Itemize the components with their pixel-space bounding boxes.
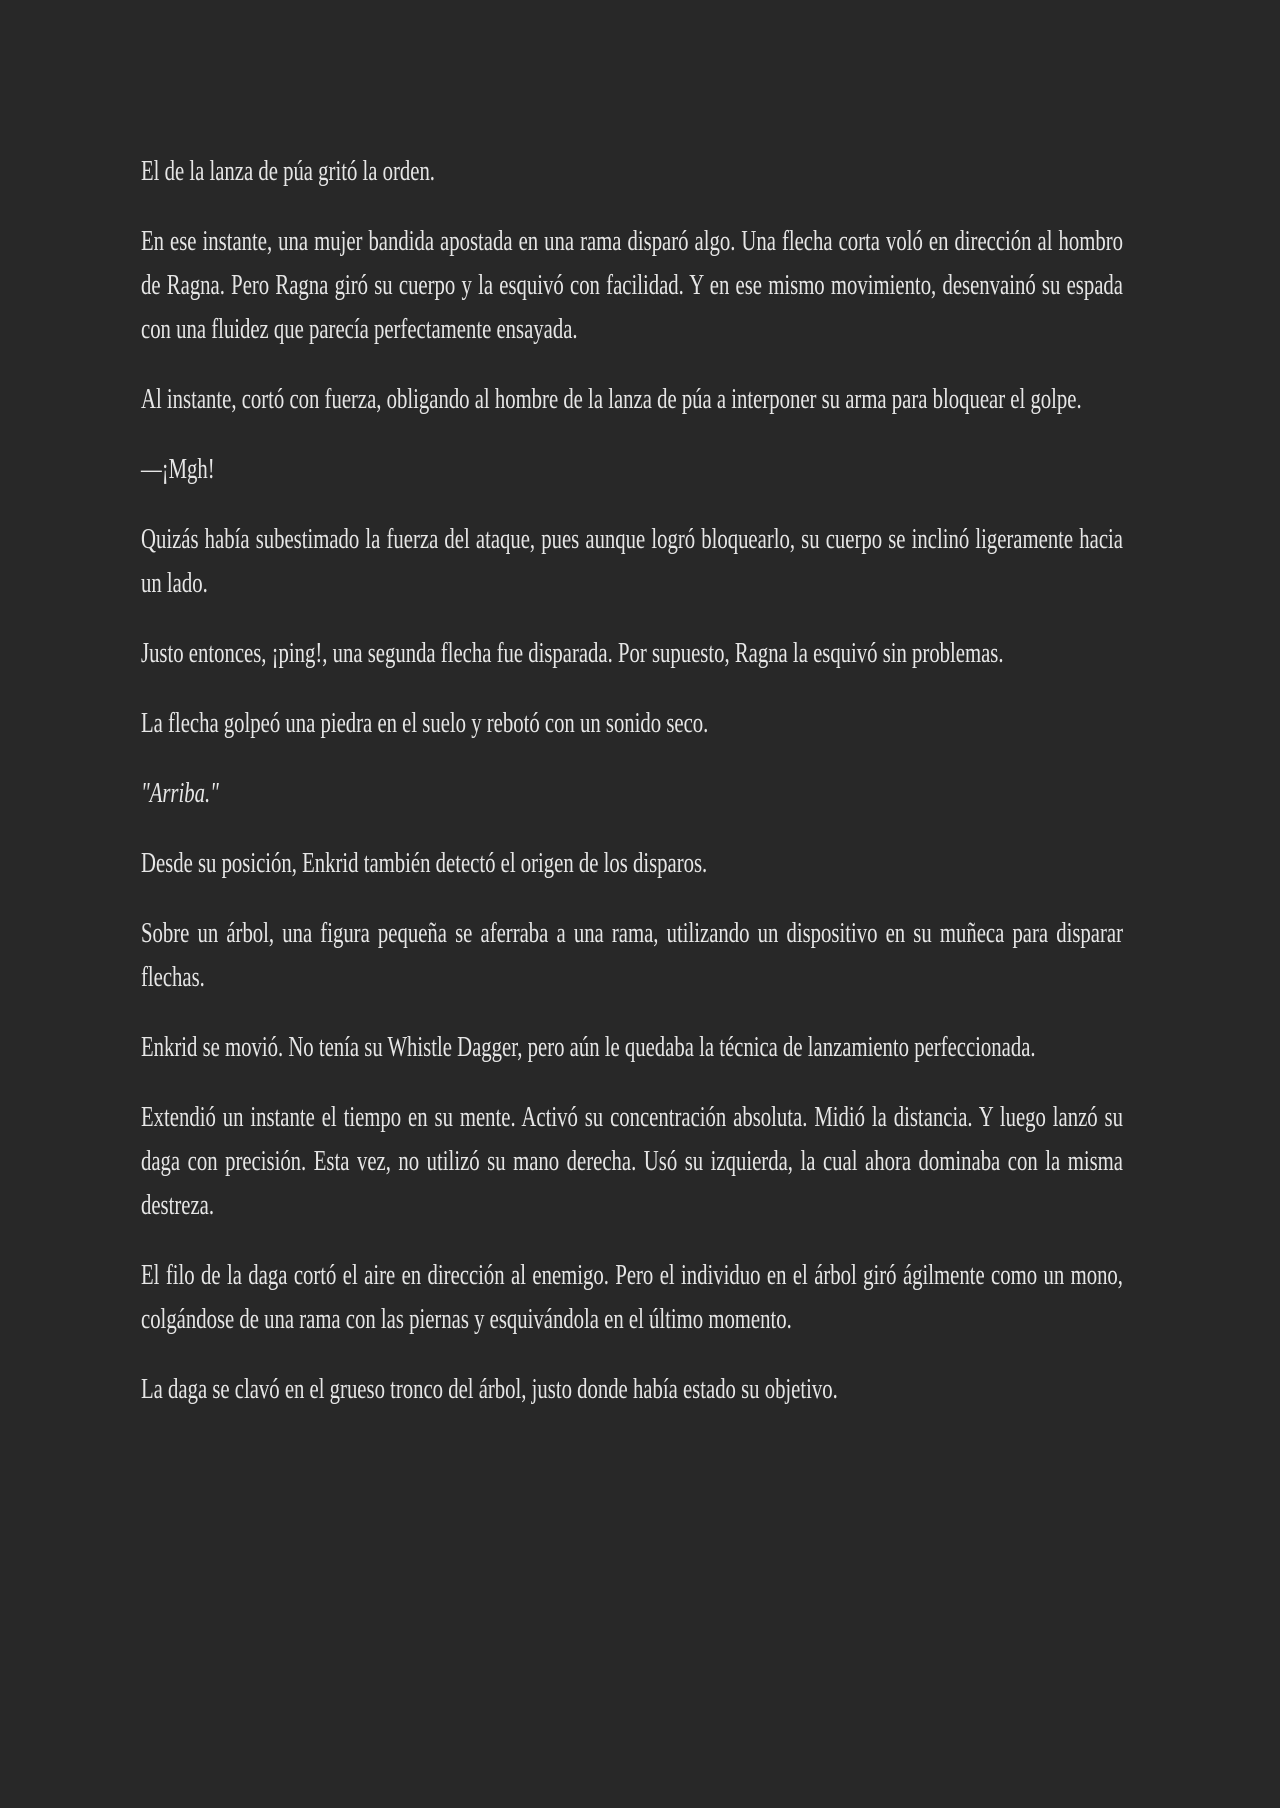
paragraph: Extendió un instante el tiempo en su mente. Activó su concentración absoluta. Midió la distancia. Y luego lanzó su daga con precisión. Esta vez, no utilizó su mano derecha. Usó su izquierda, la cual ahora dominaba con la misma destreza. xyxy=(141,1102,1123,1221)
paragraph: Desde su posición, Enkrid también detectó el origen de los disparos. xyxy=(141,848,708,879)
paragraph: Justo entonces, ¡ping!, una segunda flecha fue disparada. Por supuesto, Ragna la esquivó sin problemas. xyxy=(141,638,1004,669)
paragraph: En ese instante, una mujer bandida apostada en una rama disparó algo. Una flecha corta voló en dirección al hombro de Ragna. Pero Ragna giró su cuerpo y la esquivó con facilidad. Y en ese mismo movimiento, desenvainó su espada con una fluidez que parecía perfectamente ensayada. xyxy=(141,226,1123,345)
paragraph: La daga se clavó en el grueso tronco del árbol, justo donde había estado su objetivo. xyxy=(141,1374,838,1405)
italic-thought: "Arriba." xyxy=(141,778,219,809)
paragraph: La flecha golpeó una piedra en el suelo y rebotó con un sonido seco. xyxy=(141,708,709,739)
paragraph: El filo de la daga cortó el aire en dirección al enemigo. Pero el individuo en el árbol giró ágilmente como un mono, colgándose de una rama con las piernas y esquivándola en el último momento. xyxy=(141,1260,1123,1335)
paragraph: El de la lanza de púa gritó la orden. xyxy=(141,156,435,187)
paragraph: Quizás había subestimado la fuerza del ataque, pues aunque logró bloquearlo, su cuerpo se inclinó ligeramente hacia un lado. xyxy=(141,524,1123,599)
paragraph: —¡Mgh! xyxy=(141,454,215,485)
paragraph: Enkrid se movió. No tenía su Whistle Dagger, pero aún le quedaba la técnica de lanzamiento perfeccionada. xyxy=(141,1032,1036,1063)
chapter-text xyxy=(141,150,1123,1438)
paragraph: Sobre un árbol, una figura pequeña se aferraba a una rama, utilizando un dispositivo en su muñeca para disparar flechas. xyxy=(141,918,1123,993)
paragraph: Al instante, cortó con fuerza, obligando al hombre de la lanza de púa a interponer su arma para bloquear el golpe. xyxy=(141,384,1082,415)
